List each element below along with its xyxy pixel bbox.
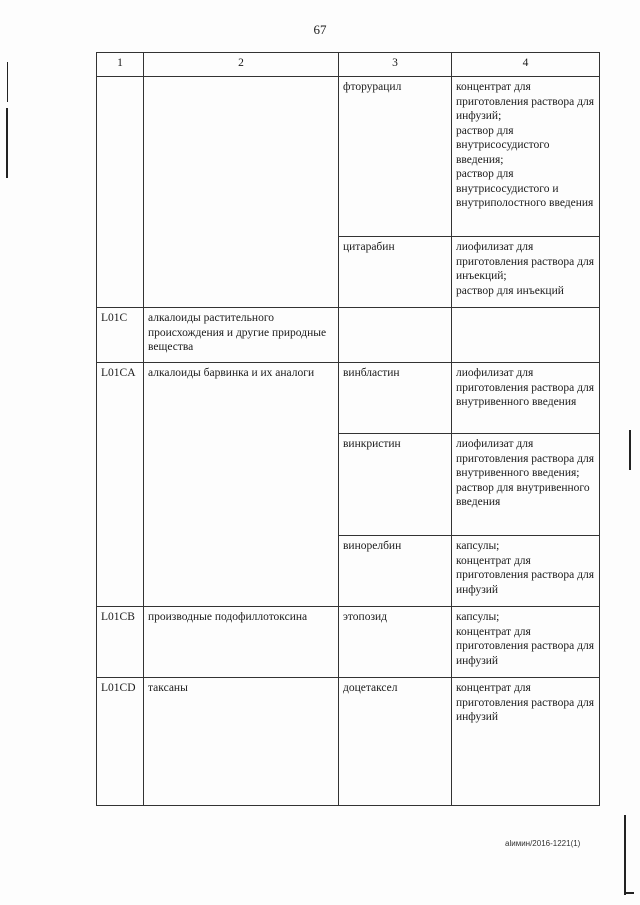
group-name [144, 77, 339, 308]
table-row [97, 308, 600, 363]
group-name: алкалоиды растительного происхождения и другие природные вещества [144, 308, 339, 363]
column-header-4: 4 [452, 53, 600, 77]
dosage-form: концентрат для приготовления раствора для инфузий [452, 678, 600, 806]
header-row [97, 53, 600, 77]
drug-name: винкристин [339, 434, 452, 536]
group-name: алкалоиды барвинка и их аналоги [144, 363, 339, 607]
drug-name: винорелбин [339, 536, 452, 607]
column-header-2: 2 [144, 53, 339, 77]
page-number: 67 [313, 22, 327, 37]
table-row [97, 77, 600, 237]
drug-name [339, 308, 452, 363]
drug-name: фторурацил [339, 77, 452, 237]
dosage-form: лиофилизат для приготовления раствора для внутривенного введения [452, 363, 600, 434]
group-name: таксаны [144, 678, 339, 806]
table-row [97, 607, 600, 678]
scan-artifact [624, 815, 626, 895]
scan-artifact [6, 108, 8, 178]
dosage-form: концентрат для приготовления раствора для инфузий; раствор для внутрисосудистого введения; раствор для внутрисосудистого и внутриполостного введения [452, 77, 600, 237]
atc-code: L01C [97, 308, 144, 363]
atc-code: L01CD [97, 678, 144, 806]
scan-artifact [629, 430, 631, 470]
dosage-form: капсулы; концентрат для приготовления раствора для инфузий [452, 536, 600, 607]
dosage-form: лиофилизат для приготовления раствора для внутривенного введения; раствор для внутривенного введения [452, 434, 600, 536]
scan-artifact [624, 892, 634, 894]
dosage-form: лиофилизат для приготовления раствора для инъекций; раствор для инъекций [452, 237, 600, 308]
atc-code: L01CA [97, 363, 144, 607]
table-row [97, 363, 600, 434]
drug-table [96, 52, 600, 806]
drug-name: винбластин [339, 363, 452, 434]
atc-code [97, 77, 144, 308]
dosage-form: капсулы; концентрат для приготовления раствора для инфузий [452, 607, 600, 678]
document-reference: аlимин/2016-1221(1) [505, 839, 581, 848]
dosage-form [452, 308, 600, 363]
column-header-3: 3 [339, 53, 452, 77]
scan-artifact [7, 62, 8, 102]
atc-code: L01CB [97, 607, 144, 678]
drug-name: цитарабин [339, 237, 452, 308]
table-row [97, 678, 600, 806]
drug-name: этопозид [339, 607, 452, 678]
group-name: производные подофиллотоксина [144, 607, 339, 678]
drug-name: доцетаксел [339, 678, 452, 806]
column-header-1: 1 [97, 53, 144, 77]
